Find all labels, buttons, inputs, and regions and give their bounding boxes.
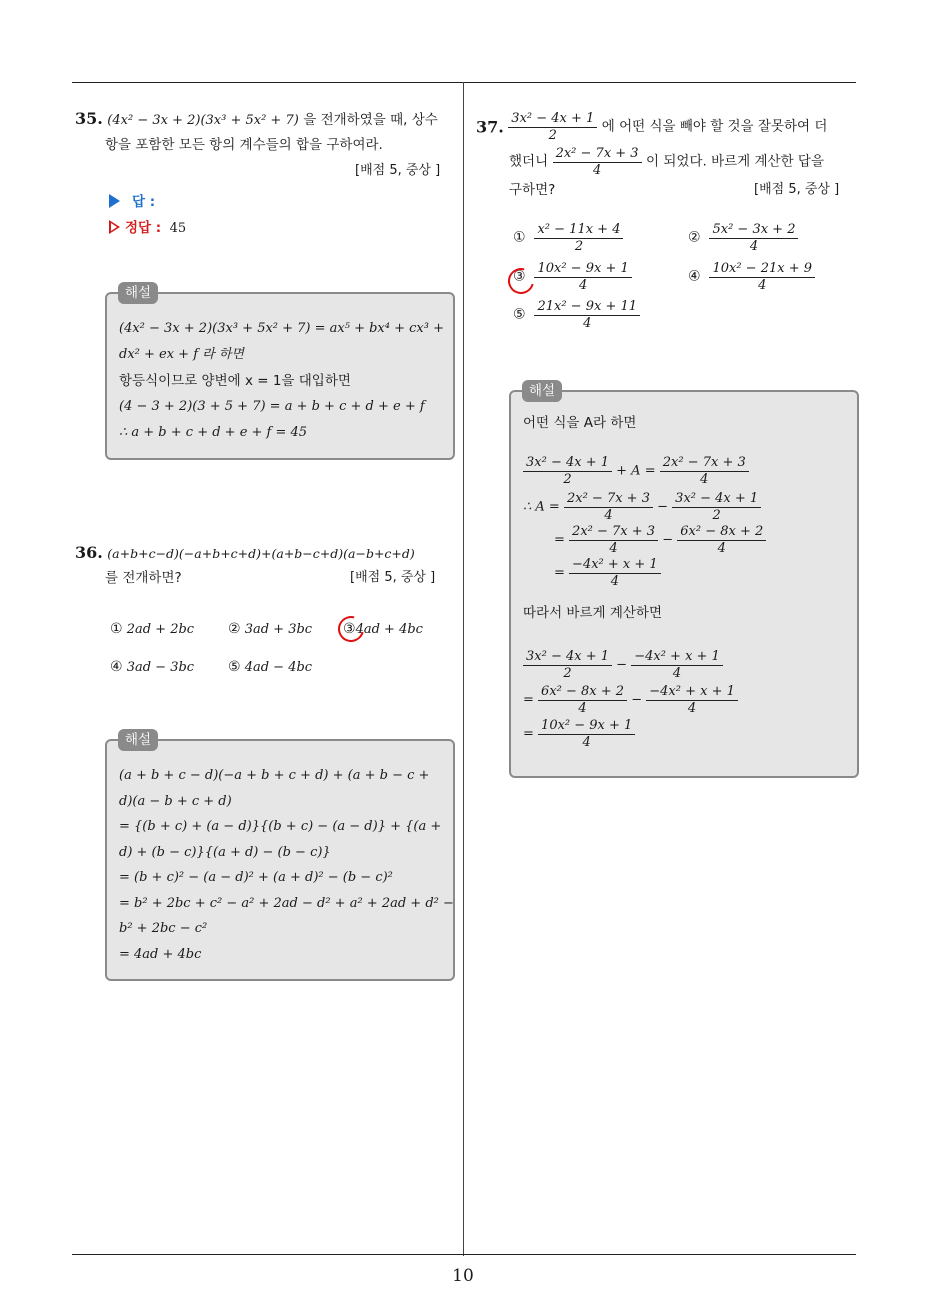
explanation-line: 항등식이므로 양변에 x = 1을 대입하면 <box>119 373 351 389</box>
question-number: 37. <box>476 117 504 137</box>
score-meta: [배점 5, 중상 ] <box>355 163 441 178</box>
correct-answer <box>109 220 186 236</box>
selected-circle-mark <box>333 611 369 647</box>
question-expression: (a+b+c−d)(−a+b+c+d)+(a+b−c+d)(a−b+c+d) <box>107 546 415 561</box>
explanation-line: (a + b + c − d)(−a + b + c + d) + (a + b − c + <box>119 768 430 783</box>
explanation-line: d) + (b − c)}{(a + d) − (b − c)} <box>119 844 331 860</box>
answer-arrow-icon <box>109 194 120 208</box>
explanation-line: (4x² − 3x + 2)(3x³ + 5x² + 7) = ax⁵ + bx⁴ + cx³ + <box>119 321 444 336</box>
option-2[interactable]: ② $\frac{\text{5x² − 3x + 2}}{4}$ <box>688 223 798 253</box>
question-text: 에 어떤 식을 빼야 할 것을 잘못하여 더 <box>601 118 828 135</box>
explanation-line: = {(b + c) + (a − d)}{(b + c) − (a − d)} + {(a + <box>119 819 442 834</box>
option-3[interactable]: ③ $\frac{\text{10x² − 9x + 1}}{4}$ <box>513 262 632 292</box>
question-text: 했더니 <box>509 153 549 170</box>
correct-label: 정답 : <box>125 220 162 236</box>
explanation-line: ∴ a + b + c + d + e + f = 45 <box>119 425 308 440</box>
explanation-line: = 4ad + 4bc <box>119 946 202 962</box>
question-number: 35. <box>75 109 103 128</box>
explanation-line: (4 − 3 + 2)(3 + 5 + 7) = a + b + c + d + e + f <box>119 399 425 414</box>
bottom-rule <box>72 1254 856 1255</box>
explanation-line: d)(a − b + c + d) <box>119 793 232 809</box>
option-5[interactable]: ⑤ $\frac{\text{21x² − 9x + 11}}{4}$ <box>513 300 640 330</box>
explanation-equation: = $\frac{\text{−4x² + x + 1}}{4}$ <box>554 558 661 588</box>
question-text: 를 전개하면? <box>105 570 182 586</box>
top-rule <box>72 82 856 83</box>
correct-value: 45 <box>169 221 187 236</box>
column-divider <box>463 82 464 1256</box>
option-1[interactable]: ① $\frac{\text{x² − 11x + 4}}{2}$ <box>513 223 623 253</box>
question-fraction: $\frac{\text{3x² − 4x + 1}}{2}$ <box>508 112 597 142</box>
explanation-equation: ∴ A = $\frac{\text{2x² − 7x + 3}}{4}$ − $\frac{\text{3x² − 4x + 1}}{2}$ <box>523 492 761 522</box>
explanation-equation: = $\frac{\text{2x² − 7x + 3}}{4}$ − $\frac{\text{6x² − 8x + 2}}{4}$ <box>554 525 766 555</box>
option-1[interactable]: ① 2ad + 2bc <box>110 621 195 637</box>
explanation-tab: 해설 <box>522 380 562 402</box>
option-2[interactable]: ② 3ad + 3bc <box>228 621 313 637</box>
option-4[interactable]: ④ 3ad − 3bc <box>110 659 195 675</box>
page-number: 10 <box>452 1266 474 1286</box>
score-meta: [배점 5, 중상 ] <box>754 182 840 197</box>
question-fraction: $\frac{\text{2x² − 7x + 3}}{4}$ <box>553 147 642 177</box>
explanation-line: b² + 2bc − c² <box>119 921 208 936</box>
question-text: 을 전개하였을 때, 상수 <box>303 112 438 128</box>
explanation-box <box>509 390 859 778</box>
explanation-equation: = $\frac{\text{10x² − 9x + 1}}{4}$ <box>523 719 635 749</box>
explanation-line: = b² + 2bc + c² − a² + 2ad − d² + a² + 2ad + d² − <box>119 895 454 911</box>
answer-field[interactable] <box>109 194 155 210</box>
explanation-line: 어떤 식을 A라 하면 <box>523 415 637 431</box>
explanation-box <box>105 292 455 460</box>
question-text: 이 되었다. 바르게 계산한 답을 <box>646 153 824 170</box>
explanation-equation: = $\frac{\text{6x² − 8x + 2}}{4}$ − $\frac{\text{−4x² + x + 1}}{4}$ <box>523 685 738 715</box>
explanation-equation: $\frac{\text{3x² − 4x + 1}}{2}$ − $\frac{\text{−4x² + x + 1}}{4}$ <box>523 650 723 680</box>
explanation-equation: $\frac{\text{3x² − 4x + 1}}{2}$ + A = $\frac{\text{2x² − 7x + 3}}{4}$ <box>523 456 749 486</box>
explanation-box <box>105 739 455 981</box>
explanation-tab: 해설 <box>118 282 158 304</box>
correct-arrow-icon <box>109 220 120 234</box>
option-5[interactable]: ⑤ 4ad − 4bc <box>228 659 313 675</box>
option-4[interactable]: ④ $\frac{\text{10x² − 21x + 9}}{4}$ <box>688 262 815 292</box>
explanation-line: 따라서 바르게 계산하면 <box>523 605 662 621</box>
question-text: 항을 포함한 모든 항의 계수들의 합을 구하여라. <box>105 137 383 153</box>
explanation-tab: 해설 <box>118 729 158 751</box>
score-meta: [배점 5, 중상 ] <box>350 570 436 585</box>
answer-label: 답 : <box>132 194 156 210</box>
option-3[interactable]: ③4ad + 4bc <box>343 621 423 637</box>
question-expression: (4x² − 3x + 2)(3x³ + 5x² + 7) <box>107 113 299 128</box>
question-text: 구하면? <box>509 182 556 198</box>
explanation-line: = (b + c)² − (a − d)² + (a + d)² − (b − c)² <box>119 870 393 885</box>
explanation-line: dx² + ex + f 라 하면 <box>119 347 244 362</box>
question-number: 36. <box>75 543 103 562</box>
